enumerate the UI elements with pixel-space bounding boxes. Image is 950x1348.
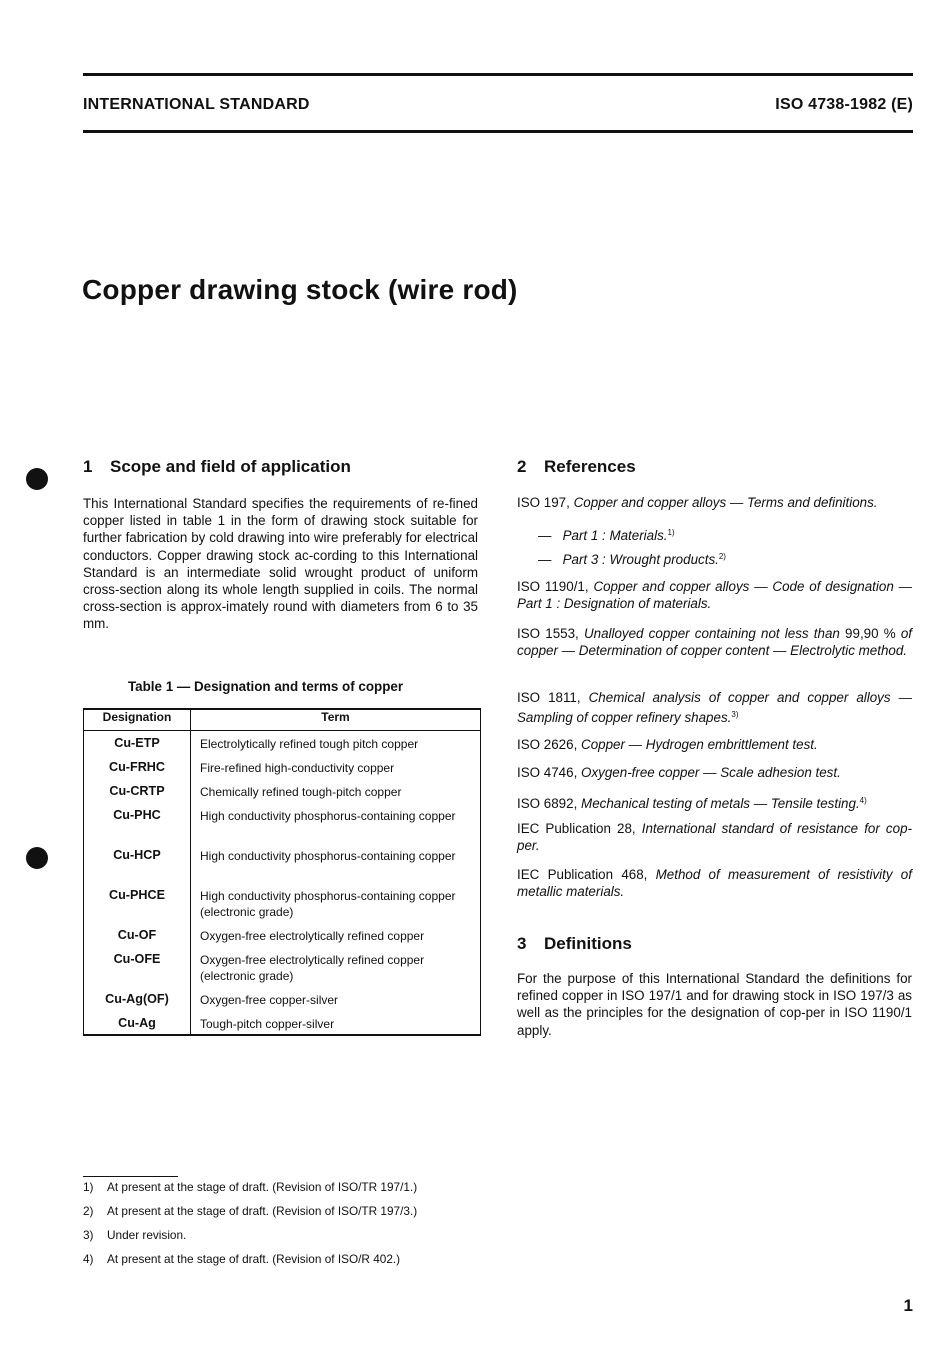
section-2-number: 2 xyxy=(517,457,527,476)
term-cell: High conductivity phosphorus-containing copper xyxy=(191,843,481,883)
table-1 xyxy=(83,708,481,1036)
ref-iso-1553-title-b: of copper — Determination of copper content — Electrolytic method. xyxy=(517,626,912,659)
ref-iso-197-part-3 xyxy=(538,548,726,568)
header-top-rule xyxy=(83,73,913,76)
header-bottom-rule xyxy=(83,130,913,133)
term-cell: Tough-pitch copper-silver xyxy=(191,1011,481,1035)
ref-iec-468 xyxy=(517,866,912,900)
table-1-wrapper xyxy=(83,708,481,1036)
section-3-number: 3 xyxy=(517,934,527,953)
col-header-term: Term xyxy=(191,709,481,731)
ref-iso-1190 xyxy=(517,578,912,612)
term-cell: High conductivity phosphorus-containing copper (electronic grade) xyxy=(191,883,481,923)
ref-iso-4746-title: Oxygen-free copper — Scale adhesion test. xyxy=(581,765,841,780)
footnote-3 xyxy=(83,1228,186,1242)
footnote-4 xyxy=(83,1252,400,1266)
section-2-heading xyxy=(517,457,636,477)
term-cell: High conductivity phosphorus-containing copper xyxy=(191,803,481,843)
footnote-2 xyxy=(83,1204,417,1218)
ref-iso-6892-code: ISO 6892, xyxy=(517,796,578,811)
col-header-designation: Designation xyxy=(84,709,191,731)
section-3-paragraph: For the purpose of this International Standard the definitions for refined copper in ISO 197/1 and for drawing stock in ISO 197/3 as well as the principles for the designation of cop-per in ISO 1190/1 apply. xyxy=(517,971,912,1038)
footnote-ref: 3) xyxy=(731,710,739,720)
ref-iso-1811-code: ISO 1811, xyxy=(517,690,581,705)
footnote-number: 2) xyxy=(83,1204,94,1218)
designation-cell: Cu-PHCE xyxy=(84,883,191,923)
document-title: Copper drawing stock (wire rod) xyxy=(82,274,518,305)
punch-hole-bottom xyxy=(26,847,48,869)
ref-iso-1811-title: Chemical analysis of copper and copper alloys — Sampling of copper refinery shapes. xyxy=(517,690,912,726)
footnote-text: At present at the stage of draft. (Revision of ISO/R 402.) xyxy=(107,1252,401,1266)
dash: — xyxy=(538,552,552,567)
dash: — xyxy=(538,528,552,543)
ref-iso-197-part-1 xyxy=(538,524,675,544)
table-header-row xyxy=(84,709,481,731)
designation-cell: Cu-CRTP xyxy=(84,779,191,803)
ref-iec-468-title: Method of measurement of resistivity of metallic materials. xyxy=(517,867,912,900)
table-row xyxy=(84,987,481,1011)
ref-iso-1811 xyxy=(517,689,912,726)
ref-iso-2626 xyxy=(517,736,912,753)
ref-iso-197-code: ISO 197, xyxy=(517,495,570,510)
ref-iso-1553-value: 99,90 % xyxy=(845,626,896,641)
ref-iso-2626-code: ISO 2626, xyxy=(517,737,578,752)
ref-iso-1190-title: Copper and copper alloys — Code of designation — Part 1 : Designation of materials. xyxy=(517,579,912,612)
footnote-ref: 4) xyxy=(859,796,867,805)
section-3-heading xyxy=(517,934,632,954)
ref-iso-1190-code: ISO 1190/1, xyxy=(517,579,589,594)
ref-iso-197-title: Copper and copper alloys — Terms and definitions. xyxy=(573,495,878,510)
header-left: INTERNATIONAL STANDARD xyxy=(83,96,310,113)
ref-iso-6892-title: Mechanical testing of metals — Tensile testing. xyxy=(581,796,860,811)
term-cell: Electrolytically refined tough pitch copper xyxy=(191,731,481,755)
ref-iso-1553 xyxy=(517,625,912,659)
term-cell: Fire-refined high-conductivity copper xyxy=(191,755,481,779)
ref-iso-4746-code: ISO 4746, xyxy=(517,765,578,780)
designation-cell: Cu-ETP xyxy=(84,731,191,755)
designation-cell: Cu-Ag(OF) xyxy=(84,987,191,1011)
ref-iso-1553-code: ISO 1553, xyxy=(517,626,579,641)
term-cell: Oxygen-free electrolytically refined copper xyxy=(191,923,481,947)
footnote-1 xyxy=(83,1180,417,1194)
ref-iso-4746 xyxy=(517,764,912,781)
footnote-ref: 2) xyxy=(718,552,726,561)
table-1-caption: Table 1 — Designation and terms of copper xyxy=(128,679,404,694)
table-row xyxy=(84,883,481,923)
section-1-number: 1 xyxy=(83,457,93,476)
ref-iec-28 xyxy=(517,820,912,854)
table-row xyxy=(84,843,481,883)
footnote-text: Under revision. xyxy=(107,1228,187,1242)
designation-cell: Cu-FRHC xyxy=(84,755,191,779)
punch-hole-top xyxy=(26,468,48,490)
header-right: ISO 4738-1982 (E) xyxy=(775,96,913,113)
footnote-number: 3) xyxy=(83,1228,94,1242)
section-3-title: Definitions xyxy=(544,934,632,953)
table-row xyxy=(84,1011,481,1035)
ref-iso-6892 xyxy=(517,792,912,812)
page-number: 1 xyxy=(903,1296,913,1315)
designation-cell: Cu-Ag xyxy=(84,1011,191,1035)
ref-iec-468-code: IEC Publication 468, xyxy=(517,867,648,882)
designation-cell: Cu-OFE xyxy=(84,947,191,987)
footnote-number: 4) xyxy=(83,1252,94,1266)
footnote-ref: 1) xyxy=(667,528,675,537)
section-1-title: Scope and field of application xyxy=(110,457,351,476)
term-cell: Chemically refined tough-pitch copper xyxy=(191,779,481,803)
designation-cell: Cu-HCP xyxy=(84,843,191,883)
ref-iso-1553-title-a: Unalloyed copper containing not less than xyxy=(583,626,840,641)
ref-iso-2626-title: Copper — Hydrogen embrittlement test. xyxy=(581,737,818,752)
part-text: Part 3 : Wrought products. xyxy=(562,552,719,567)
table-row xyxy=(84,947,481,987)
table-row xyxy=(84,731,481,755)
ref-iso-197 xyxy=(517,494,912,511)
table-row xyxy=(84,803,481,843)
term-cell: Oxygen-free copper-silver xyxy=(191,987,481,1011)
footnote-text: At present at the stage of draft. (Revision of ISO/TR 197/1.) xyxy=(107,1180,418,1194)
section-2-title: References xyxy=(544,457,636,476)
footnote-number: 1) xyxy=(83,1180,94,1194)
section-1-paragraph: This International Standard specifies the requirements of re-fined copper listed in table 1 in the form of drawing stock suitable for further fabrication by cold drawing into wire preferably for electrical conductors. Copper drawing stock ac-cording to this International Standard is an intermediate solid wrought product of uniform cross-section along its whole length supplied in coils. The normal cross-section is approx-imately round with diameters from 6 to 35 mm. xyxy=(83,496,478,632)
ref-iec-28-title: International standard of resistance for cop-per. xyxy=(517,821,912,854)
part-text: Part 1 : Materials. xyxy=(562,528,668,543)
footnote-separator xyxy=(83,1176,178,1177)
ref-iec-28-code: IEC Publication 28, xyxy=(517,821,636,836)
designation-cell: Cu-PHC xyxy=(84,803,191,843)
table-row xyxy=(84,923,481,947)
section-1-heading xyxy=(83,457,351,477)
table-row xyxy=(84,779,481,803)
term-cell: Oxygen-free electrolytically refined copper (electronic grade) xyxy=(191,947,481,987)
designation-cell: Cu-OF xyxy=(84,923,191,947)
footnote-text: At present at the stage of draft. (Revision of ISO/TR 197/3.) xyxy=(107,1204,418,1218)
table-row xyxy=(84,755,481,779)
